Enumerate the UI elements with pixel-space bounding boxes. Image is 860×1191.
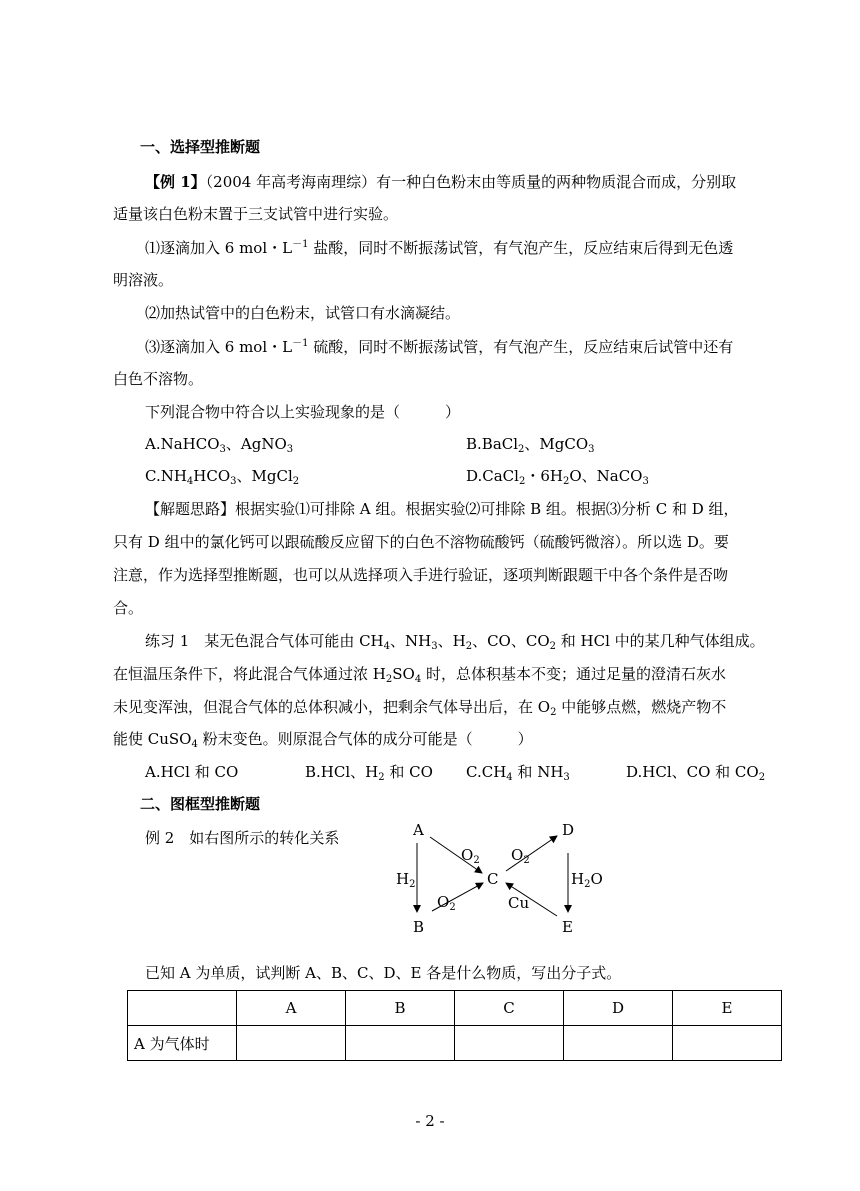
opt-text: O、NaCO: [569, 467, 643, 485]
lbl-sub: 2: [523, 855, 530, 866]
table-cell: [564, 1026, 673, 1061]
conversion-diagram: [380, 815, 620, 940]
table-header-cell: A: [237, 991, 346, 1026]
p-sub: 2: [465, 641, 473, 652]
p-sub: 2: [550, 707, 557, 718]
opt-text: 和 CO: [384, 763, 433, 781]
p-text: 、NH: [390, 632, 432, 650]
practice1-option-d: [626, 762, 765, 782]
p-text: 在恒温压条件下，将此混合气体通过浓 H: [113, 665, 386, 683]
opt-text: C.CH: [466, 763, 507, 781]
lbl-text: O: [511, 846, 524, 864]
opt-sub: 2: [378, 772, 385, 783]
opt-sub: 2: [518, 476, 526, 487]
example1-intro-text: （2004 年高考海南理综）有一种白色粉末由等质量的两种物质混合而成，分别取: [205, 173, 737, 191]
step1-pre: ⑴逐滴加入 6 mol・L: [145, 239, 293, 257]
opt-sub: 3: [230, 476, 237, 487]
lbl-text: O: [461, 846, 474, 864]
opt-sub: 4: [186, 476, 194, 487]
p-sub: 4: [383, 641, 391, 652]
step1-post: 盐酸，同时不断振荡试管，有气泡产生，反应结束后得到无色透: [308, 239, 734, 257]
opt-sub: 3: [219, 444, 226, 455]
section1-heading: 一、选择型推断题: [140, 138, 261, 156]
table-cell: [346, 1026, 455, 1061]
table-row-label: A 为气体时: [128, 1026, 237, 1061]
lbl-text: O: [437, 893, 450, 911]
table-header-cell: [128, 991, 237, 1026]
table-cell: [673, 1026, 782, 1061]
opt-text: 、AgNO: [225, 435, 287, 453]
table-row: [128, 1026, 782, 1061]
opt-sub: 3: [588, 444, 595, 455]
lbl-text: O: [590, 870, 603, 888]
step3-sup: －1: [292, 338, 309, 349]
example1-step3: [145, 337, 733, 357]
opt-sub: 4: [506, 772, 513, 783]
p-text: 粉末变色。则原混合气体的成分可能是（ ）: [197, 730, 533, 748]
opt-text: 、MgCO: [524, 435, 589, 453]
opt-sub: 2: [518, 444, 525, 455]
example1-step1-line2: 明溶液。: [113, 271, 174, 289]
solution-line4: 合。: [113, 599, 144, 617]
page-number: - 2 -: [415, 1112, 445, 1130]
p-sub: 4: [414, 674, 422, 685]
step3-pre: ⑶逐滴加入 6 mol・L: [145, 338, 293, 356]
label-h2o: [571, 870, 603, 888]
opt-sub: 3: [563, 772, 570, 783]
opt-text: HCO: [193, 467, 231, 485]
example1-question: 下列混合物中符合以上实验现象的是（ ）: [145, 403, 461, 421]
table-header-cell: E: [673, 991, 782, 1026]
practice1-line4: [113, 729, 533, 749]
opt-sub: 2: [292, 476, 300, 487]
p-sub: 2: [549, 641, 557, 652]
table-cell: [455, 1026, 564, 1061]
node-b: B: [413, 918, 425, 936]
p-sub: 3: [431, 641, 438, 652]
example1-step3-line2: 白色不溶物。: [113, 370, 204, 388]
p-text: 中能够点燃，燃烧产物不: [556, 698, 727, 716]
example1-step1: [145, 238, 733, 258]
node-e: E: [562, 918, 573, 936]
lbl-sub: 2: [473, 855, 480, 866]
p-text: 时，总体积基本不变；通过足量的澄清石灰水: [421, 665, 726, 683]
p-sub: 4: [191, 739, 198, 750]
lbl-sub: 2: [449, 902, 456, 913]
table-cell: [237, 1026, 346, 1061]
opt-text: ・6H: [525, 467, 563, 485]
step1-sup: －1: [292, 239, 309, 250]
example2-instruction: 已知 A 为单质，试判断 A、B、C、D、E 各是什么物质，写出分子式。: [145, 964, 622, 982]
table-header-cell: B: [346, 991, 455, 1026]
p-text: SO: [392, 665, 415, 683]
opt-sub: 3: [286, 444, 294, 455]
example1-step2: ⑵加热试管中的白色粉末，试管口有水滴凝结。: [145, 304, 461, 322]
example1-option-b: [466, 434, 595, 454]
p-text: 能使 CuSO: [113, 730, 192, 748]
p-text: 未见变浑浊，但混合气体的总体积减小，把剩余气体导出后，在 O: [113, 698, 551, 716]
opt-sub: 3: [642, 476, 649, 487]
label-o2-ac: [461, 846, 480, 864]
node-d: D: [562, 821, 575, 839]
example1-option-a: [145, 434, 293, 454]
practice1-option-b: [305, 762, 433, 782]
label-o2-bc: [437, 893, 456, 911]
opt-sub: 2: [562, 476, 570, 487]
node-c: C: [487, 870, 499, 888]
lbl-text: H: [396, 870, 410, 888]
p-sub: 2: [385, 674, 393, 685]
step3-post: 硫酸，同时不断振荡试管，有气泡产生，反应结束后试管中还有: [308, 338, 734, 356]
practice1-option-c: [466, 762, 570, 782]
label-cu: Cu: [508, 894, 530, 912]
p-text: 练习 1 某无色混合气体可能由 CH: [145, 632, 384, 650]
opt-text: D.HCl、CO 和 CO: [626, 763, 759, 781]
example1-intro-line2: 适量该白色粉末置于三支试管中进行实验。: [113, 205, 399, 223]
solution-line3: 注意，作为选择型推断题，也可以从选择项入手进行验证，逐项判断跟题干中各个条件是否吻: [113, 566, 729, 584]
table-header-cell: D: [564, 991, 673, 1026]
opt-text: A.NaHCO: [145, 435, 220, 453]
example1-label: 【例 1】: [145, 173, 206, 191]
practice1-line3: [113, 697, 726, 717]
solution-line2: 只有 D 组中的氯化钙可以跟硫酸反应留下的白色不溶物硫酸钙（硫酸钙微溶）。所以选 D。要: [113, 533, 729, 551]
example2-label: 例 2 如右图所示的转化关系: [145, 829, 340, 847]
label-h2: [396, 870, 415, 888]
practice1-line2: [113, 664, 726, 684]
p-text: 、CO、CO: [472, 632, 550, 650]
p-text: 和 HCl 中的某几种气体组成。: [556, 632, 765, 650]
opt-text: B.BaCl: [466, 435, 519, 453]
label-o2-cd: [511, 846, 530, 864]
table-header-row: [128, 991, 782, 1026]
example1-option-c: [145, 466, 299, 486]
answer-table: [127, 990, 782, 1061]
practice1-line1: [145, 631, 765, 651]
practice1-option-a: A.HCl 和 CO: [145, 763, 239, 781]
lbl-sub: 2: [409, 879, 416, 890]
opt-text: C.NH: [145, 467, 187, 485]
lbl-text: H: [571, 870, 585, 888]
opt-text: 、MgCl: [236, 467, 293, 485]
opt-text: 和 NH: [512, 763, 564, 781]
lbl-sub: 2: [584, 879, 591, 890]
example1-option-d: [466, 466, 649, 486]
solution-line1: 【解题思路】根据实验⑴可排除 A 组。根据实验⑵可排除 B 组。根据⑶分析 C 和 D 组，: [145, 500, 739, 518]
p-text: 、H: [437, 632, 466, 650]
table-header-cell: C: [455, 991, 564, 1026]
section2-heading: 二、图框型推断题: [140, 795, 261, 813]
example1-intro-line1: [145, 172, 736, 192]
opt-text: D.CaCl: [466, 467, 519, 485]
opt-text: B.HCl、H: [305, 763, 379, 781]
node-a: A: [413, 821, 424, 839]
opt-sub: 2: [758, 772, 766, 783]
